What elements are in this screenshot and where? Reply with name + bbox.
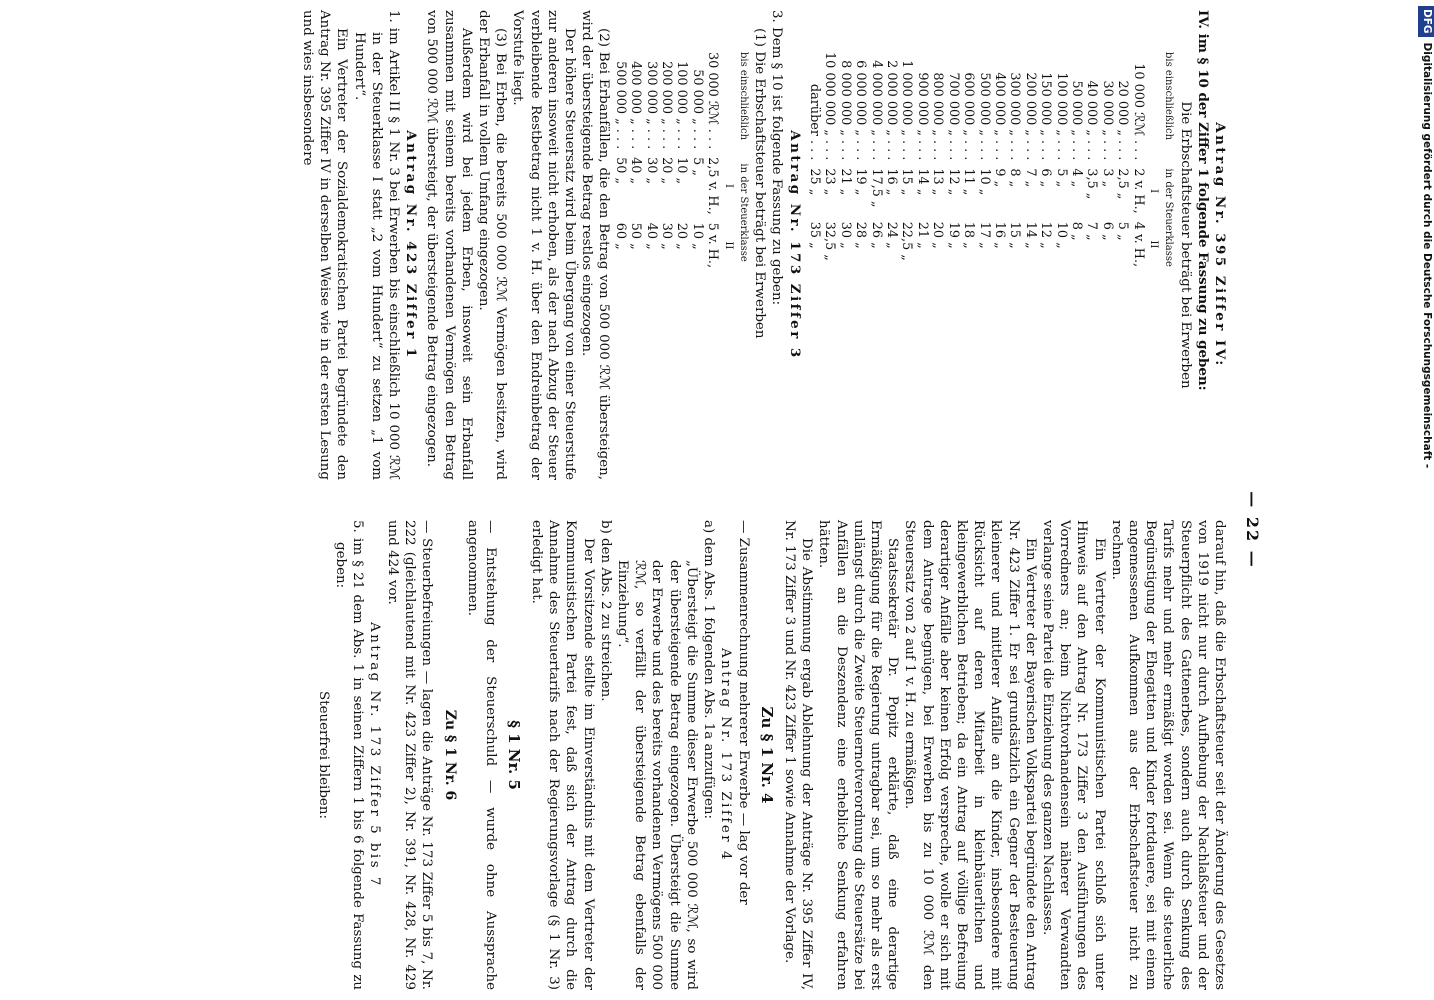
dfg-logo: DFG [1418, 6, 1434, 37]
table-row [976, 48, 991, 271]
table-cell: 2,5 „ [1115, 168, 1131, 200]
table-cell: 12 „ [945, 168, 961, 196]
section-heading [758, 520, 775, 990]
table-cell: 26 „ [868, 221, 884, 249]
item-a: a) dem Abs. 1 folgenden Abs. 1a anzufügen: [701, 520, 717, 820]
table-row [961, 48, 976, 271]
table-row [945, 48, 960, 271]
table-cell: darüber . . . [807, 83, 823, 161]
table-cell: 10 „ [1053, 221, 1069, 249]
table-cell: 30 000 „ . . . [1099, 80, 1115, 161]
table-cell: 900 000 „ . . . [914, 72, 930, 161]
rotated-page [90, 0, 1320, 1000]
table-row [1022, 48, 1037, 271]
table-cell: 50 000 „ . . . [1068, 80, 1084, 161]
table-cell: 400 000 „ . . . [628, 61, 644, 150]
item-b: b) den Abs. 2 zu streichen. [597, 520, 613, 702]
table-cell: 35 „ [807, 221, 823, 249]
table-cell: 50 000 „ . . . [689, 69, 705, 150]
table-cell: 8 „ [1007, 168, 1023, 188]
table-cell: 6 „ [1099, 221, 1115, 241]
table-cell: 30 „ [643, 157, 659, 185]
item-1: 1. im Artikel II § 1 Nr. 3 bei Erwerben bis einschließlich 10 000 ℛℳ in der Steuerklasse I statt „2 vom Hundert“ zu setzen „1 vom Hundert“. [351, 10, 401, 480]
antrag-heading: Antrag Nr. 173 Ziffer 3 [786, 130, 803, 360]
item-iv: IV. im § 10 der Ziffer 1 folgende Fassung zu geben: [1194, 10, 1211, 391]
table-cell: 10 000 000 „ . . . [822, 52, 838, 161]
table-cell: 32,5 „ [822, 221, 838, 261]
table-row [884, 48, 899, 271]
table-cell: 3,5 „ [1084, 168, 1100, 200]
table-row [1053, 48, 1068, 271]
table-row [1069, 48, 1084, 271]
table-cell: 21 „ [837, 168, 853, 196]
section-heading: Zu § 1 Nr. 6 [442, 709, 459, 801]
paragraph: Der höhere Steuersatz wird beim Übergang von einer Steuerstufe zur anderen insoweit nicht erhoben, als der nach Abzug der Steuer verbleibende Restbetrag nicht 1 v. H. über den Endreinbetrag der Vorstufe liegt. [510, 10, 577, 480]
antrag-heading: Antrag Nr. 423 Ziffer 1 [403, 130, 420, 360]
table-row [837, 48, 852, 271]
table-cell: 40 000 „ . . . [1084, 80, 1100, 161]
table-cell: 24 „ [884, 221, 900, 249]
table-cell: 10 „ [674, 157, 690, 185]
table-cell: 16 „ [991, 221, 1007, 249]
table-cell: 2 v. H., [1130, 168, 1146, 214]
table-cell: 15 „ [1007, 221, 1023, 249]
table-cell: 4 v. H., [1130, 221, 1146, 268]
table-row [612, 48, 627, 272]
table-cell: 200 000 „ . . . [659, 61, 674, 150]
table-cell: 3 „ [1099, 168, 1115, 188]
table-header: in der Steuerklasse [738, 163, 750, 262]
table-cell: 500 000 „ . . . [976, 72, 992, 161]
page-number: — 22 — [1243, 491, 1262, 569]
table-cell: 25 „ [807, 168, 823, 196]
table-row [1007, 48, 1022, 271]
item-3: 3. Dem § 10 ist folgende Fassung zu geben: [769, 10, 785, 306]
table-cell: 7 „ [1022, 168, 1038, 188]
paragraph: Steuerfrei bleiben: [315, 691, 331, 819]
table-cell: 30 000 ℛℳ . . . [705, 52, 721, 150]
table-cell: 22,5 „ [899, 221, 915, 261]
table-cell: 10 „ [689, 222, 705, 250]
table-cell: 300 000 „ . . . [1007, 72, 1023, 161]
table-header: I [722, 183, 734, 188]
table-cell: 28 „ [853, 221, 869, 249]
paragraph: Der Vorsitzende stellte im Einverständnis mit dem Vertreter der Kommunistischen Partei fest, daß sich der Antrag durch die Annahme des Steuertarifs nach der Regierungsvorlage (§ 1 Nr. 3) erledigt hat. [529, 520, 596, 990]
table-cell: 19 „ [853, 168, 869, 196]
table-cell: 13 „ [930, 168, 946, 196]
table-cell: 2,5 v. H., [705, 157, 721, 215]
section-heading: § 1 Nr. 5 [504, 720, 523, 790]
table-cell: 40 „ [643, 222, 659, 250]
table-cell: 15 „ [899, 168, 915, 196]
table-cell: 4 „ [1068, 168, 1084, 188]
paragraph: — Zusammenrechnung mehrerer Erwerbe — lag vor der [735, 520, 751, 905]
paragraph: Staatssekretär Dr. Popitz erklärte, daß eine derartige Ermäßigung für die Regierung untragbar sei, um so mehr als erst unlängst durch die Zweite Steuernotverordnung die Steuersätze bei Anfällen an die Deszendenz eine erhebliche Senkung erfahren hätten. [816, 520, 901, 990]
table-cell: 21 „ [914, 221, 930, 249]
table-cell: 5 „ [689, 157, 705, 176]
table-cell: 20 „ [674, 222, 690, 250]
table-cell: 7 „ [1084, 221, 1100, 241]
table-cell: 14 „ [1022, 221, 1038, 249]
table-cell: 17,5 „ [868, 168, 884, 208]
table-cell: 9 „ [991, 168, 1007, 188]
table-cell: 10 000 ℛℳ . . . [1130, 63, 1146, 161]
table-cell: 50 „ [612, 157, 628, 185]
table-row [1099, 48, 1114, 271]
sidebar-credit [1418, 6, 1434, 994]
table-cell: 60 „ [612, 222, 628, 250]
antrag-heading: Antrag Nr. 173 Ziffer 4 [718, 648, 734, 862]
tax-table-1 [807, 48, 1177, 271]
table-cell: 50 „ [628, 222, 644, 250]
table-cell: 8 „ [1068, 221, 1084, 241]
table-cell: 700 000 „ . . . [945, 72, 961, 161]
table-row [689, 48, 704, 272]
paragraph: Außerdem wird bei jedem Erben, insoweit sein Erbanfall zusammen mit seinem bereits vorhandenen Vermögen den Betrag von 500 000 ℛℳ übersteigt, der übersteigende Betrag eingezogen. [424, 10, 474, 480]
table-cell: 5 „ [1115, 221, 1131, 241]
table-row [705, 48, 720, 272]
table-cell: 17 „ [976, 221, 992, 249]
table-cell: 100 000 „ . . . [674, 61, 690, 150]
table-cell: 200 000 „ . . . [1022, 72, 1038, 161]
table-cell: 40 „ [628, 157, 644, 185]
table2-intro: (1) Die Erbschaftsteuer beträgt bei Erwerben [752, 28, 768, 339]
table-cell: 5 „ [1053, 168, 1069, 188]
table-cell: 20 000 „ . . . [1115, 80, 1131, 161]
table-cell: 6 000 000 „ . . . [853, 60, 869, 161]
table-cell: 600 000 „ . . . [961, 72, 977, 161]
paragraph: Ein Vertreter der Sozialdemokratischen Partei begründete den Antrag Nr. 395 Ziffer IV in derselben Weise wie in der ersten Lesung und wies insbesondere [299, 10, 350, 480]
antrag-heading: Antrag Nr. 173 Ziffer 5 bis 7 [367, 622, 383, 888]
left-column [299, 10, 1228, 480]
table-cell: 100 000 „ . . . [1053, 72, 1069, 161]
table-cell: 20 „ [930, 221, 946, 249]
antrag-heading: Antrag Nr. 395 Ziffer IV: [1212, 122, 1228, 368]
table-cell: 500 000 „ . . . [612, 61, 628, 150]
table-cell: 30 „ [837, 221, 853, 249]
table-cell: 2 000 000 „ . . . [884, 60, 900, 161]
table1-intro: Die Erbschaftsteuer beträgt bei Erwerben [1177, 101, 1193, 389]
table-row [674, 48, 689, 272]
table-cell: 16 „ [884, 168, 900, 196]
table-header: bis einschließlich [738, 52, 750, 141]
table-row [659, 48, 674, 272]
table-row [822, 48, 837, 271]
paragraph: — Entstehung der Steuerschuld — wurde ohne Aussprache angenommen. [465, 520, 498, 990]
table-cell: 6 „ [1038, 168, 1054, 188]
section-title: § 1 Nr. 4 [757, 733, 776, 804]
table-row [992, 48, 1007, 271]
table-cell: 4 000 000 „ . . . [868, 60, 884, 161]
table-cell: 11 „ [961, 168, 977, 196]
table-header: II [1147, 240, 1159, 249]
table-row [853, 48, 868, 271]
paragraph: — Steuerbefreiungen — lagen die Anträge Nr. 173 Ziffer 5 bis 7, Nr. 222 (gleichlautend mit Nr. 423 Ziffer 2), Nr. 391, Nr. 428, Nr. 429 und 424 vor. [384, 520, 435, 990]
table-row [914, 48, 929, 271]
table-row [1038, 48, 1053, 271]
table-cell: 20 „ [659, 157, 674, 185]
table-cell: 14 „ [914, 168, 930, 196]
table-row [899, 48, 914, 271]
table-cell: 1 000 000 „ . . . [899, 60, 915, 161]
paragraph: (2) Bei Erbanfällen, die den Betrag von 500 000 ℛℳ übersteigen, wird der übersteigende Betrag restlos eingezogen. [579, 10, 612, 480]
table-cell: 18 „ [961, 221, 977, 249]
table-cell: 150 000 „ . . . [1038, 72, 1054, 161]
paragraph: Ein Vertreter der Bayerischen Volkspartei begründete den Antrag Nr. 423 Ziffer 1. Er sei grundsätzlich ein Gegner der Besteuerung kleinerer und mittlerer Anfälle an die Kinder, insbesondere mit Rücksicht auf deren Mitarbeit in kleinbäuerlichen und kleingewerblichen Betrieben; da ein Antrag auf völlige Befreiung derartiger Anfälle aber keinen Erfolg verspreche, wolle er sich mit dem Antrage begnügen, bei Erwerben bis zu 10 000 ℛℳ den Steuersatz von 2 auf 1 v. H. zu ermäßigen. [902, 520, 1038, 990]
table-cell: 19 „ [945, 221, 961, 249]
table-header: II [722, 241, 734, 250]
table-cell: 30 „ [659, 222, 674, 250]
table-cell: 12 „ [1038, 221, 1054, 249]
table-cell: 300 000 „ . . . [643, 61, 659, 150]
right-column [315, 520, 1228, 990]
item-5: 5. im § 21 dem Abs. 1 in seinen Ziffern 1 bis 6 folgende Fassung zu geben: [333, 520, 366, 990]
section-zu: Zu [757, 706, 776, 729]
tax-table-2 [612, 48, 751, 272]
table-row [930, 48, 945, 271]
paragraph: (3) Bei Erben, die bereits 500 000 ℛℳ Vermögen besitzen, wird der Erbanfall in vollem Umfang eingezogen. [475, 10, 509, 480]
table-cell: 8 000 000 „ . . . [837, 60, 853, 161]
paragraph: Die Abstimmung ergab Ablehnung der Anträge Nr. 395 Ziffer IV, Nr. 173 Ziffer 3 und Nr. 423 Ziffer 1 sowie Annahme der Vorlage. [781, 520, 815, 990]
table-header: I [1147, 189, 1159, 194]
table-cell: 400 000 „ . . . [991, 72, 1007, 161]
paragraph: darauf hin, daß die Erbschaftsteuer seit der Änderung des Gesetzes von 1919 nicht nur durch Aufhebung der Nachlaßsteuer und der Steuerpflicht des Gattenerbes, sondern auch durch Senkung des Tarifs mehr und mehr ermäßigt worden sei. Wenn die steuerliche Begünstigung der Ehegatten und Kinder fortdauere, sei mit einem angemessenen Aufkommen aus der Erbschaftsteuer nicht zu rechnen. [1108, 520, 1227, 990]
table-cell: 10 „ [976, 168, 992, 196]
table-row [1130, 48, 1145, 271]
paragraph: Ein Vertreter der Kommunistischen Partei schloß sich unter Hinweis auf den Antrag Nr. 173 Ziffer 3 den Ausführungen des Vorredners an; beim Nichtvorhandensein näherer Verwandten verlange seine Partei die Einziehung des ganzen Nachlasses. [1039, 520, 1107, 990]
table-cell: 800 000 „ . . . [930, 72, 946, 161]
table-row [1115, 48, 1130, 271]
table-row [807, 48, 822, 271]
table-header: bis einschließlich [1163, 52, 1175, 141]
table-cell: 5 v. H., [705, 222, 721, 269]
table-row [868, 48, 883, 271]
quote: „Übersteigt die Summe dieser Erwerbe 500 000 ℛℳ, so wird der übersteigende Betrag eingezogen. Übersteigt die Summe der Erwerbe und des bereits vorhandenen Vermögens 500 000 ℛℳ, so verfällt der übersteigende Betrag ebenfalls der Einziehung“. [615, 560, 699, 990]
table-row [628, 48, 643, 272]
table-row [643, 48, 658, 272]
table-header: in der Steuerklasse [1163, 168, 1175, 267]
credit-text: Digitalisierung gefördert durch die Deutsche Forschungsgemeinschaft - [1421, 42, 1433, 469]
table-cell: 23 „ [822, 168, 838, 196]
table-row [1084, 48, 1099, 271]
